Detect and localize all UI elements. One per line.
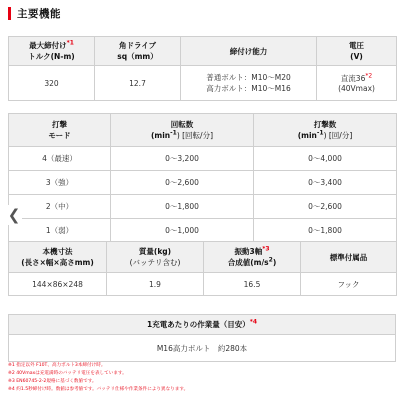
- vibration-header-line1: 振動3軸: [234, 247, 263, 256]
- footnotes: [8, 362, 396, 394]
- workload-footnote-mark: *4: [249, 318, 258, 326]
- capacity-normal-bolt: 普通ボルト：M10〜M20: [206, 73, 291, 82]
- mode-header-line2: モード: [48, 131, 71, 140]
- workload-table: [8, 314, 396, 362]
- workload-header-row: [9, 315, 396, 335]
- torque-header-line1: 最大締付け: [29, 41, 67, 50]
- mode-cell: 2（中）: [9, 195, 111, 219]
- drive-header-line1: 角ドライブ: [118, 41, 157, 50]
- mode-cell: 3（強）: [9, 171, 111, 195]
- speed-row: [9, 171, 397, 195]
- torque-value: 320: [9, 66, 95, 101]
- vibration-footnote-mark: *3: [262, 245, 270, 253]
- rpm-header-line1: 回転数: [170, 120, 194, 129]
- chevron-left-icon[interactable]: ❮: [7, 206, 21, 224]
- workload-value-row: [9, 335, 396, 362]
- speed-row: [9, 195, 397, 219]
- vibration-unit-pre: 合成値(m/s: [227, 258, 269, 267]
- speed-row: [9, 219, 397, 243]
- accessory-value: フック: [301, 273, 397, 296]
- dimension-header-row: [9, 242, 397, 273]
- mode-header: [9, 114, 111, 147]
- drive-value: 12.7: [95, 66, 181, 101]
- ipm-cell: 0〜4,000: [254, 147, 397, 171]
- footnote: ※4 約1.5秒締付け時。数値は参考値です。バッテリ仕様や作業条件により異なります。: [8, 387, 189, 392]
- drive-header-line2: sq（mm）: [117, 52, 158, 61]
- ipm-unit-pre: (min: [297, 131, 317, 140]
- footnote: ※3 EN60745-2-2規格に基づく数値です。: [8, 379, 97, 384]
- vibration-unit-post: ): [272, 258, 277, 267]
- voltage-value: [317, 66, 397, 101]
- rpm-cell: 0〜2,600: [111, 171, 254, 195]
- mode-cell: 1（弱）: [9, 219, 111, 243]
- torque-footnote-mark: *1: [66, 39, 74, 47]
- ipm-header-line1: 打撃数: [313, 120, 337, 129]
- rpm-cell: 0〜3,200: [111, 147, 254, 171]
- dimension-value-row: [9, 273, 397, 296]
- heading-accent-bar: [8, 7, 11, 20]
- rpm-cell: 0〜1,000: [111, 219, 254, 243]
- mass-header-line2: (バッテリ含む): [129, 258, 181, 267]
- drive-header: [95, 37, 181, 66]
- capacity-header: [181, 37, 317, 66]
- size-header: [9, 242, 107, 273]
- mass-header: [107, 242, 204, 273]
- footnote: ※1 指定以外 F10T、高力ボルト3本締付け時。: [8, 363, 106, 368]
- mass-value: 1.9: [107, 273, 204, 296]
- voltage-value-line1: 直流36: [340, 74, 366, 83]
- ipm-cell: 0〜1,800: [254, 219, 397, 243]
- capacity-value: [181, 66, 317, 101]
- spec-table: [8, 36, 397, 101]
- rpm-unit-post: ) [回転/分]: [176, 131, 214, 140]
- voltage-header-line2: (V): [350, 52, 363, 61]
- voltage-header-line1: 電圧: [349, 41, 364, 50]
- mass-header-line1: 質量(kg): [138, 247, 172, 256]
- voltage-footnote-mark: *2: [365, 72, 373, 80]
- mode-cell: 4（最速）: [9, 147, 111, 171]
- size-header-line1: 本機寸法: [42, 247, 73, 256]
- vibration-unit-exponent: 2: [268, 256, 273, 264]
- torque-header-line2: トルク(N-m): [28, 52, 75, 61]
- voltage-value-line2: (40Vmax): [338, 84, 375, 93]
- workload-header: [9, 315, 396, 335]
- capacity-header-label: 締付け能力: [229, 46, 268, 56]
- ipm-cell: 0〜3,400: [254, 171, 397, 195]
- speed-table: [8, 113, 397, 243]
- vibration-header: [204, 242, 301, 273]
- spec-header-row: [9, 37, 397, 66]
- accessory-header: [301, 242, 397, 273]
- vibration-value: 16.5: [204, 273, 301, 296]
- rpm-unit-pre: (min: [150, 131, 171, 140]
- ipm-cell: 0〜2,600: [254, 195, 397, 219]
- torque-header: [9, 37, 95, 66]
- size-header-line2: (長さ×幅×高さmm): [21, 258, 94, 267]
- accessory-header-label: 標準付属品: [329, 252, 368, 262]
- capacity-high-strength-bolt: 高力ボルト：M10〜M16: [206, 84, 291, 93]
- spec-value-row: [9, 66, 397, 101]
- footnote: ※2 40Vmaxは充電満時のバッテリ電圧を表しています。: [8, 371, 127, 376]
- dimension-table: [8, 241, 397, 296]
- section-heading: [8, 6, 61, 21]
- ipm-unit-post: ) [回/分]: [323, 131, 353, 140]
- size-value: 144×86×248: [9, 273, 107, 296]
- mode-header-line1: 打撃: [52, 120, 67, 129]
- workload-value: M16高力ボルト 約280本: [9, 335, 396, 362]
- rpm-header: [111, 114, 254, 147]
- ipm-unit-exponent: -1: [316, 129, 324, 137]
- rpm-cell: 0〜1,800: [111, 195, 254, 219]
- speed-header-row: [9, 114, 397, 147]
- ipm-header: [254, 114, 397, 147]
- speed-row: [9, 147, 397, 171]
- workload-header-label: 1充電あたりの作業量（目安）: [146, 320, 250, 329]
- rpm-unit-exponent: -1: [170, 129, 177, 137]
- section-title: 主要機能: [17, 8, 61, 20]
- voltage-header: [317, 37, 397, 66]
